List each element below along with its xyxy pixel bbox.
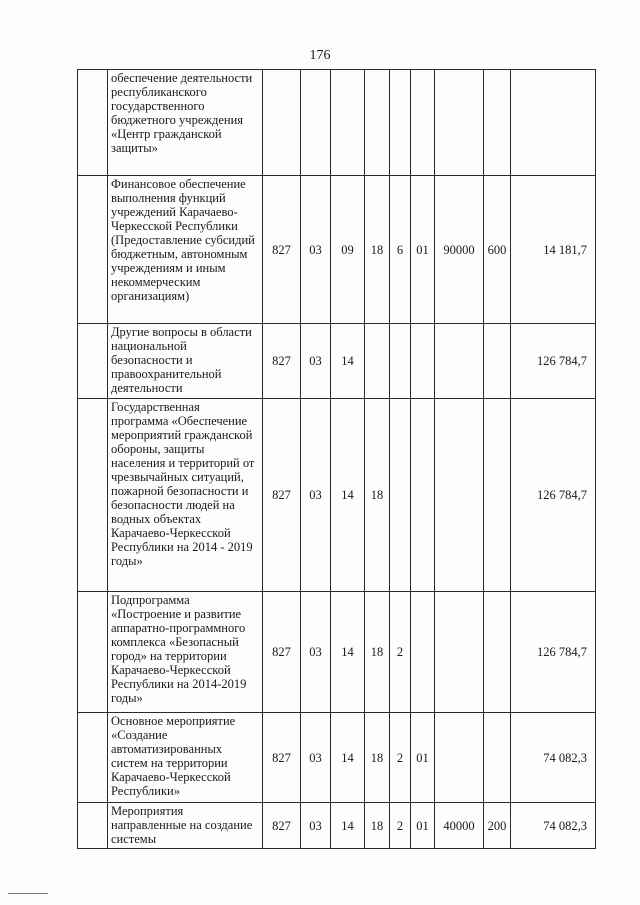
- budget-table: [77, 69, 596, 849]
- row-number-cell: [78, 176, 108, 324]
- subsection-cell: 14: [331, 324, 365, 399]
- row-number-cell: [78, 592, 108, 713]
- subsection-cell: 14: [331, 713, 365, 803]
- item-name-cell: Мероприятия направленные на создание системы: [108, 803, 263, 849]
- direction-cell: [435, 324, 484, 399]
- row-number-cell: [78, 324, 108, 399]
- direction-cell: 90000: [435, 176, 484, 324]
- activity-cell: [411, 399, 435, 592]
- grbs-cell: 827: [263, 713, 301, 803]
- expense-type-cell: [484, 70, 511, 176]
- item-name-cell: Основное мероприятие «Создание автоматизированных систем на территории Карачаево-Черкесской Республики»: [108, 713, 263, 803]
- subprogram-cell: 2: [390, 592, 411, 713]
- program-cell: 18: [365, 592, 390, 713]
- section-cell: 03: [301, 713, 331, 803]
- table-row: [78, 176, 596, 324]
- grbs-cell: 827: [263, 399, 301, 592]
- scan-artifact-line: [8, 893, 48, 894]
- grbs-cell: 827: [263, 324, 301, 399]
- subprogram-cell: [390, 399, 411, 592]
- section-cell: 03: [301, 803, 331, 849]
- activity-cell: 01: [411, 713, 435, 803]
- row-number-cell: [78, 70, 108, 176]
- subsection-cell: 14: [331, 803, 365, 849]
- grbs-cell: 827: [263, 592, 301, 713]
- item-name-cell: Подпрограмма «Построение и развитие аппаратно-программного комплекса «Безопасный город» на территории Карачаево-Черкесской Республики на 2014-2019 годы»: [108, 592, 263, 713]
- subprogram-cell: 6: [390, 176, 411, 324]
- expense-type-cell: [484, 713, 511, 803]
- section-cell: [301, 70, 331, 176]
- expense-type-cell: [484, 324, 511, 399]
- item-name-cell: Государственная программа «Обеспечение мероприятий гражданской обороны, защиты населения и территорий от чрезвычайных ситуаций, пожарной безопасности и безопасности людей на водных объектах Карачаево-Черкесской Республики на 2014 - 2019 годы»: [108, 399, 263, 592]
- subsection-cell: [331, 70, 365, 176]
- table-row: [78, 803, 596, 849]
- activity-cell: [411, 324, 435, 399]
- grbs-cell: 827: [263, 803, 301, 849]
- table-row: [78, 592, 596, 713]
- grbs-cell: 827: [263, 176, 301, 324]
- activity-cell: 01: [411, 803, 435, 849]
- section-cell: 03: [301, 399, 331, 592]
- direction-cell: [435, 70, 484, 176]
- table-row: [78, 324, 596, 399]
- expense-type-cell: [484, 592, 511, 713]
- direction-cell: [435, 399, 484, 592]
- amount-cell: 126 784,7: [511, 324, 596, 399]
- table-row: [78, 70, 596, 176]
- section-cell: 03: [301, 176, 331, 324]
- section-cell: 03: [301, 324, 331, 399]
- table-row: [78, 713, 596, 803]
- subsection-cell: 14: [331, 399, 365, 592]
- activity-cell: 01: [411, 176, 435, 324]
- program-cell: 18: [365, 803, 390, 849]
- program-cell: 18: [365, 176, 390, 324]
- program-cell: [365, 70, 390, 176]
- amount-cell: 126 784,7: [511, 592, 596, 713]
- program-cell: [365, 324, 390, 399]
- activity-cell: [411, 70, 435, 176]
- amount-cell: 74 082,3: [511, 803, 596, 849]
- subprogram-cell: 2: [390, 713, 411, 803]
- subsection-cell: 14: [331, 592, 365, 713]
- item-name-cell: обеспечение деятельности республиканского государственного бюджетного учреждения «Центр гражданской защиты»: [108, 70, 263, 176]
- subprogram-cell: [390, 324, 411, 399]
- amount-cell: [511, 70, 596, 176]
- page-number: 176: [309, 48, 331, 63]
- subsection-cell: 09: [331, 176, 365, 324]
- direction-cell: 40000: [435, 803, 484, 849]
- program-cell: 18: [365, 713, 390, 803]
- row-number-cell: [78, 803, 108, 849]
- grbs-cell: [263, 70, 301, 176]
- amount-cell: 14 181,7: [511, 176, 596, 324]
- row-number-cell: [78, 713, 108, 803]
- subprogram-cell: [390, 70, 411, 176]
- amount-cell: 74 082,3: [511, 713, 596, 803]
- program-cell: 18: [365, 399, 390, 592]
- row-number-cell: [78, 399, 108, 592]
- expense-type-cell: 600: [484, 176, 511, 324]
- expense-type-cell: [484, 399, 511, 592]
- direction-cell: [435, 592, 484, 713]
- table-row: [78, 399, 596, 592]
- amount-cell: 126 784,7: [511, 399, 596, 592]
- section-cell: 03: [301, 592, 331, 713]
- item-name-cell: Другие вопросы в области национальной безопасности и правоохранительной деятельности: [108, 324, 263, 399]
- subprogram-cell: 2: [390, 803, 411, 849]
- activity-cell: [411, 592, 435, 713]
- item-name-cell: Финансовое обеспечение выполнения функций учреждений Карачаево-Черкесской Республики (Предоставление субсидий бюджетным, автономным учреждениям и иным некоммерческим организациям): [108, 176, 263, 324]
- direction-cell: [435, 713, 484, 803]
- expense-type-cell: 200: [484, 803, 511, 849]
